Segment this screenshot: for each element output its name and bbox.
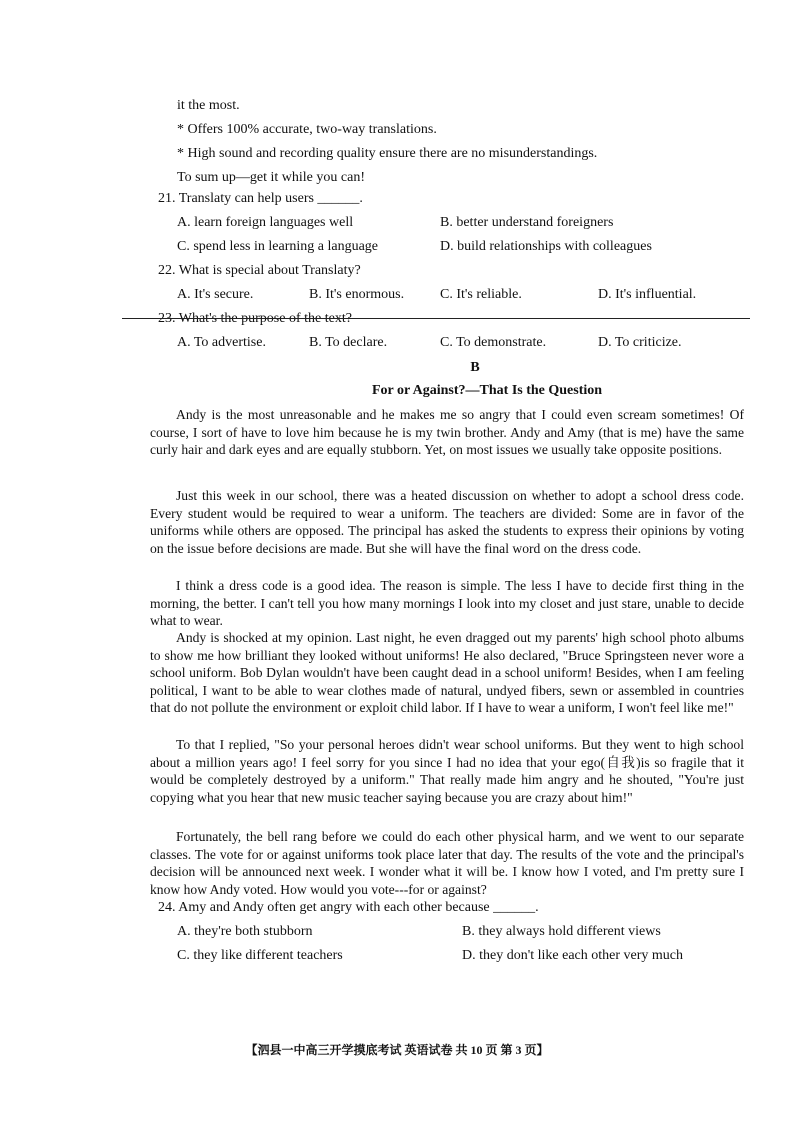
- paragraph-2: Just this week in our school, there was a heated discussion on whether to adopt a school dress code. Every student would be required to wear a uniform. The teachers are divided: Some are in favor of the uniforms while others are opposed. The principal has asked the students to express their opinions by voting on the issue before decisions are made. But she will have the final word on the dress code.: [150, 488, 744, 556]
- feature-bullet-1: * Offers 100% accurate, two-way translations.: [177, 122, 437, 137]
- question-24-option-a: A. they're both stubborn: [177, 924, 313, 939]
- page-footer: 【泗县一中高三开学摸底考试 英语试卷 共 10 页 第 3 页】: [245, 1043, 549, 1057]
- question-24-option-c: C. they like different teachers: [177, 948, 343, 963]
- feature-bullet-2: * High sound and recording quality ensure there are no misunderstandings.: [177, 146, 598, 161]
- question-22-option-c: C. It's reliable.: [440, 287, 522, 302]
- question-22-option-b: B. It's enormous.: [309, 287, 405, 302]
- question-22-option-a: A. It's secure.: [177, 287, 254, 302]
- question-22-stem: 22. What is special about Translaty?: [158, 263, 361, 278]
- question-23-stem: 23. What's the purpose of the text?: [158, 311, 352, 326]
- question-23-option-d: D. To criticize.: [598, 335, 682, 350]
- paragraph-5: To that I replied, "So your personal heroes didn't wear school uniforms. But they went to high school about a million years ago! I feel sorry for you since I had no idea that your ego(自我)is so fragile that it would be completely destroyed by a uniform." That really made him angry and he shouted, "You're just copying what you hear that new music teacher saying because you are crazy about him!": [150, 737, 744, 805]
- question-21-stem: 21. Translaty can help users ______.: [158, 191, 363, 206]
- question-24-stem: 24. Amy and Andy often get angry with each other because ______.: [158, 900, 539, 915]
- question-21-option-b: B. better understand foreigners: [440, 215, 614, 230]
- question-23-option-a: A. To advertise.: [177, 335, 266, 350]
- question-24-option-b: B. they always hold different views: [462, 924, 661, 939]
- continued-line: it the most.: [177, 98, 240, 113]
- question-21-option-c: C. spend less in learning a language: [177, 239, 379, 254]
- passage-title: For or Against?—That Is the Question: [371, 383, 603, 398]
- paragraph-3: I think a dress code is a good idea. The reason is simple. The less I have to decide first thing in the morning, the better. I can't tell you how many mornings I look into my closet and just stare, unable to decide what to wear.: [150, 578, 744, 629]
- question-21-option-a: A. learn foreign languages well: [177, 215, 354, 230]
- question-23-option-b: B. To declare.: [309, 335, 388, 350]
- question-23-option-c: C. To demonstrate.: [440, 335, 547, 350]
- section-letter: B: [470, 360, 480, 375]
- question-24-option-d: D. they don't like each other very much: [462, 948, 684, 963]
- paragraph-6: Fortunately, the bell rang before we could do each other physical harm, and we went to our separate classes. The vote for or against uniforms took place later that day. The results of the vote and the principal's decision will be announced next week. I wonder what it will be. I know how I voted, and I'm pretty sure I know how Andy voted. How would you vote---for or against?: [150, 829, 744, 897]
- question-21-option-d: D. build relationships with colleagues: [440, 239, 652, 254]
- paragraph-1: Andy is the most unreasonable and he makes me so angry that I could even scream sometimes! Of course, I sort of have to love him because he is my twin brother. Andy and Amy (that is me) have the same curly hair and dark eyes and are equally stubborn. Yet, on most issues we usually take opposite positions.: [150, 407, 744, 458]
- paragraph-4: Andy is shocked at my opinion. Last night, he even dragged out my parents' high school photo albums to show me how brilliant they looked without uniforms! He also declared, "Bruce Springsteen never wore a school uniform. Bob Dylan wouldn't have been caught dead in a school uniform! Besides, when I am feeling political, I want to be able to wear clothes made of natural, undyed fibers, sewn or assembled in countries that do not pollute the environment or exploit child labor. If I have to wear a uniform, I won't feel like me!": [150, 630, 744, 716]
- strike-rule: [122, 318, 750, 319]
- question-22-option-d: D. It's influential.: [598, 287, 697, 302]
- summary-line: To sum up—get it while you can!: [177, 170, 365, 185]
